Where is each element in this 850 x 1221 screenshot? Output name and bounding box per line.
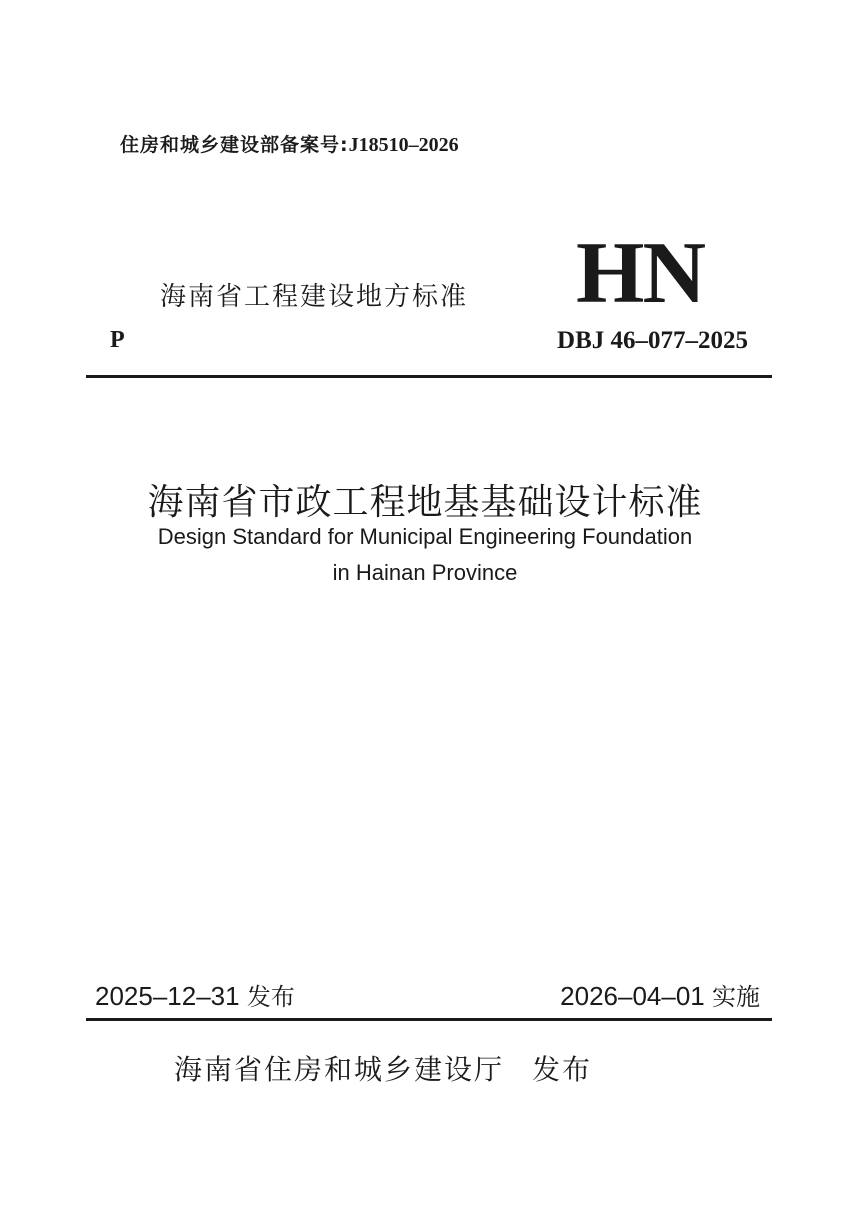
title-english-line1: Design Standard for Municipal Engineering Foundation bbox=[157, 524, 693, 549]
issue-label: 发布 bbox=[246, 983, 295, 1011]
publisher-action: 发布 bbox=[532, 1053, 593, 1086]
classification-code: P bbox=[110, 327, 125, 353]
filing-label: 住房和城乡建设部备案号: bbox=[120, 134, 349, 156]
effective-label: 实施 bbox=[712, 983, 760, 1011]
hn-logo: HN bbox=[576, 225, 704, 322]
issue-date-value: 2025–12–31 bbox=[95, 981, 240, 1011]
bottom-divider bbox=[86, 1018, 772, 1021]
effective-date bbox=[560, 977, 760, 1012]
publisher bbox=[174, 1048, 592, 1088]
publisher-name: 海南省住房和城乡建设厅 bbox=[174, 1053, 505, 1086]
issue-date bbox=[95, 977, 295, 1012]
standard-type: 海南省工程建设地方标准 bbox=[160, 282, 469, 312]
effective-date-value: 2026–04–01 bbox=[560, 981, 705, 1011]
filing-number bbox=[120, 130, 459, 157]
top-divider bbox=[86, 375, 772, 378]
standard-number: DBJ 46–077–2025 bbox=[557, 327, 748, 354]
title-english-line2: in Hainan Province bbox=[332, 560, 518, 585]
title-chinese: 海南省市政工程地基基础设计标准 bbox=[147, 482, 703, 523]
filing-code: J18510–2026 bbox=[348, 134, 459, 156]
